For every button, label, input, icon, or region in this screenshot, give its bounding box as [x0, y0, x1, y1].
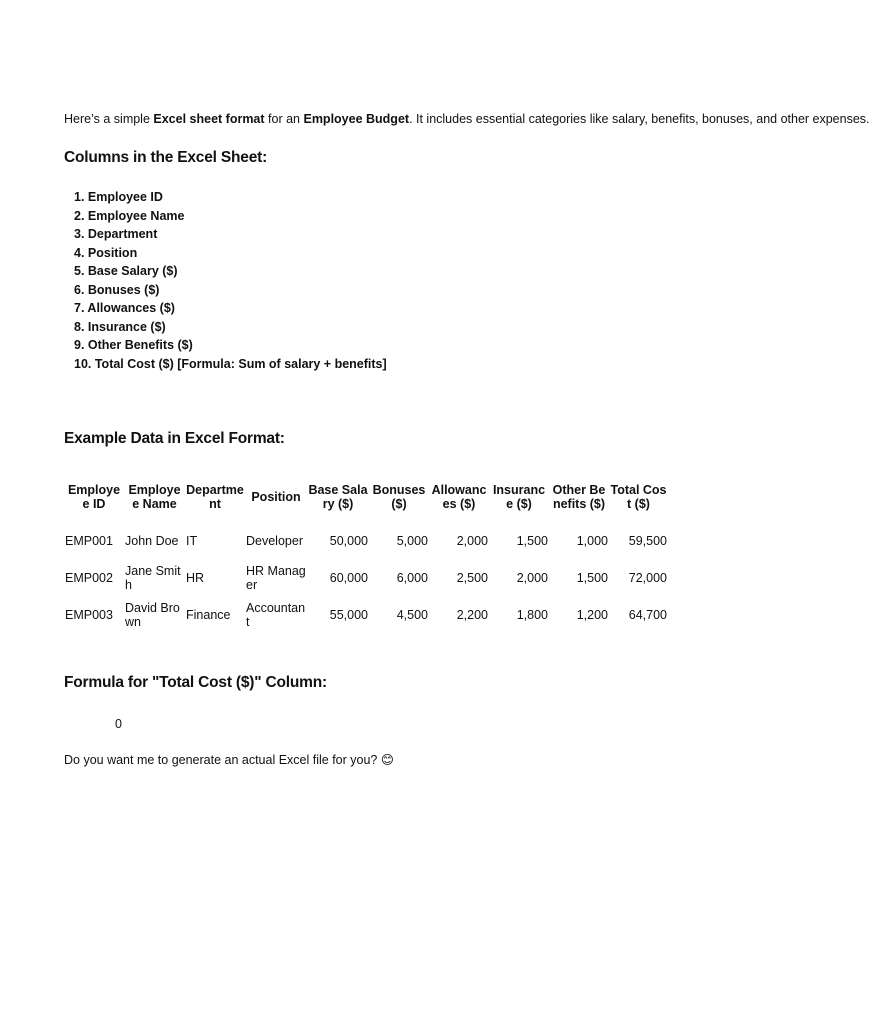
cell-allowances: 2,000	[456, 533, 488, 548]
cell-department: Finance	[186, 607, 231, 622]
cell-position: Developer	[246, 533, 303, 548]
cell-bonuses: 5,000	[396, 533, 428, 548]
cell-position: HR Manager	[246, 563, 306, 592]
formula-heading: Formula for "Total Cost ($)" Column:	[64, 674, 327, 691]
cell-employee-name: David Brown	[125, 600, 180, 629]
cell-employee-name: John Doe	[125, 533, 179, 548]
cell-bonuses: 4,500	[396, 607, 428, 622]
cell-base-salary: 50,000	[329, 533, 368, 548]
columns-heading: Columns in the Excel Sheet:	[64, 149, 268, 166]
header-insurance: Insurance ($)	[492, 483, 546, 511]
employee-budget-table	[64, 472, 668, 633]
cell-employee-id: EMP002	[65, 570, 113, 585]
header-base-salary: Base Salary ($)	[308, 483, 368, 511]
list-item: 9. Other Benefits ($)	[74, 338, 193, 352]
cell-allowances: 2,500	[456, 570, 488, 585]
list-item: 1. Employee ID	[74, 190, 163, 204]
cell-other-benefits: 1,200	[576, 607, 608, 622]
list-item: 2. Employee Name	[74, 208, 185, 223]
cell-total-cost: 72,000	[628, 570, 667, 585]
list-item: 5. Base Salary ($)	[74, 264, 178, 278]
example-data-heading: Example Data in Excel Format:	[64, 430, 285, 447]
cell-base-salary: 55,000	[329, 607, 368, 622]
header-employee-name: Employee Name	[128, 483, 181, 511]
cell-insurance: 1,500	[516, 533, 548, 548]
list-item: 4. Position	[74, 245, 138, 260]
cell-position: Accountant	[246, 600, 306, 629]
table-row	[64, 596, 668, 633]
header-total-cost: Total Cost ($)	[610, 483, 667, 511]
cell-base-salary: 60,000	[329, 570, 368, 585]
intro-bold-employee-budget: Employee Budget	[303, 112, 410, 126]
formula-value: 0	[115, 717, 122, 731]
intro-prefix: Here’s a simple	[64, 112, 154, 126]
list-item: 7. Allowances ($)	[74, 301, 175, 315]
table-row	[64, 559, 668, 596]
columns-list	[64, 188, 387, 373]
header-allowances: Allowances ($)	[431, 483, 487, 511]
cell-other-benefits: 1,500	[576, 570, 608, 585]
list-item: 10. Total Cost ($) [Formula: Sum of salary + benefits]	[74, 356, 387, 371]
cell-employee-id: EMP001	[65, 533, 113, 548]
cell-department: HR	[186, 570, 205, 585]
table-row	[64, 522, 668, 559]
cell-insurance: 1,800	[516, 607, 548, 622]
document-page	[64, 0, 870, 1024]
cell-total-cost: 64,700	[628, 607, 667, 622]
cell-insurance: 2,000	[516, 570, 548, 585]
intro-middle: for an	[264, 112, 304, 126]
list-item: 3. Department	[74, 227, 158, 241]
header-position: Position	[251, 490, 301, 504]
header-department: Department	[186, 483, 244, 511]
cell-employee-id: EMP003	[65, 607, 113, 622]
cell-total-cost: 59,500	[628, 533, 667, 548]
table-header-row	[64, 472, 668, 522]
cell-employee-name: Jane Smith	[125, 563, 181, 592]
intro-paragraph	[64, 111, 870, 128]
cell-allowances: 2,200	[456, 607, 488, 622]
cell-department: IT	[186, 533, 198, 548]
closing-question: Do you want me to generate an actual Excel file for you? 😊	[64, 753, 394, 767]
intro-bold-excel-format: Excel sheet format	[153, 112, 265, 126]
list-item: 6. Bonuses ($)	[74, 282, 160, 297]
cell-bonuses: 6,000	[396, 570, 428, 585]
header-bonuses: Bonuses ($)	[372, 483, 426, 511]
list-item: 8. Insurance ($)	[74, 319, 166, 334]
intro-suffix: . It includes essential categories like salary, benefits, bonuses, and other expenses.	[409, 112, 870, 126]
header-other-benefits: Other Benefits ($)	[552, 483, 606, 511]
header-employee-id: Employee ID	[67, 483, 121, 511]
cell-other-benefits: 1,000	[576, 533, 608, 548]
